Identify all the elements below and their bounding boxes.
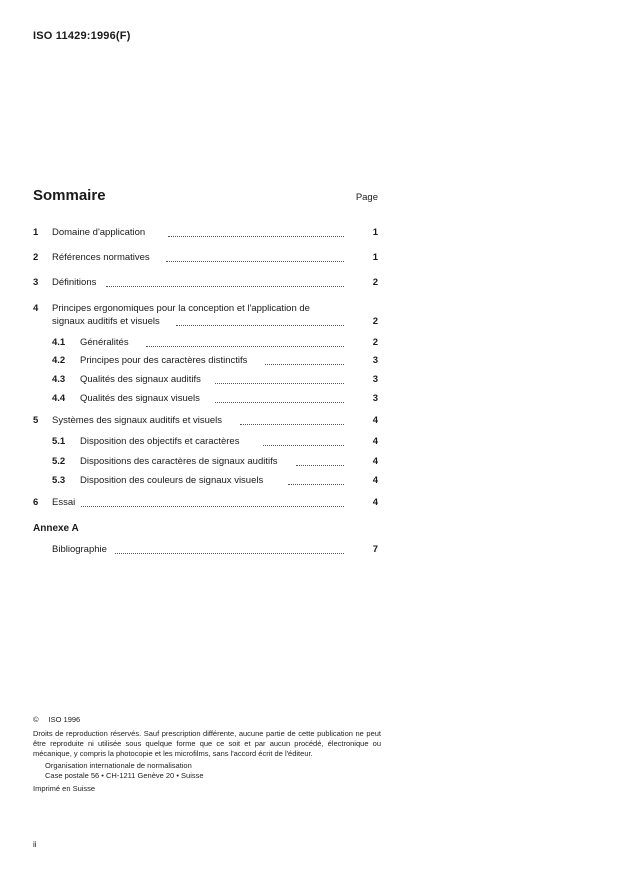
toc-subentry-number: 5.3 — [52, 475, 66, 486]
toc-subentry[interactable] — [33, 456, 378, 468]
toc-entry[interactable] — [33, 316, 378, 328]
page-number: ii — [33, 840, 37, 849]
dot-leader — [168, 235, 344, 237]
page-column-label: Page — [355, 192, 378, 203]
copyright-rights: Droits de reproduction réservés. Sauf prescription différente, aucune partie de cette publication ne peut être reproduite ni utilisée sous quelque forme que ce soit et par aucun procédé, électronique ou mécanique, y compris la photocopie et les microfilms, sans l'accord écrit de l'éditeur. — [33, 729, 381, 758]
toc-subentry-page: 2 — [372, 337, 378, 348]
toc-entry-page: 2 — [372, 277, 378, 288]
dot-leader — [176, 324, 344, 326]
toc-subentry-page: 4 — [372, 475, 378, 486]
toc-entry[interactable] — [33, 227, 378, 239]
toc-subentry-text: Disposition des couleurs de signaux visuels — [80, 475, 264, 486]
toc-entry-text: Essai — [52, 497, 76, 508]
toc-entry-number-row — [33, 303, 378, 315]
dot-leader — [263, 444, 344, 446]
toc-subentry-text: Disposition des objectifs et caractères — [80, 436, 240, 447]
toc-subentry[interactable] — [33, 475, 378, 487]
dot-leader — [296, 464, 344, 466]
dot-leader — [240, 423, 344, 425]
toc-subentry-number: 4.2 — [52, 355, 66, 366]
toc-annex-entry[interactable] — [33, 544, 378, 556]
toc-subentry[interactable] — [33, 355, 378, 367]
toc-subentry-page: 4 — [372, 456, 378, 467]
dot-leader — [215, 401, 344, 403]
toc-subentry-page: 3 — [372, 374, 378, 385]
toc-entry-number: 6 — [33, 497, 39, 508]
toc-subentry-text: Généralités — [80, 337, 129, 348]
toc-entry-number: 4 — [33, 303, 39, 314]
document-id: ISO 11429:1996(F) — [33, 30, 131, 42]
toc-entry-page: 4 — [372, 497, 378, 508]
toc-entry[interactable] — [33, 252, 378, 264]
toc-subentry-page: 3 — [372, 355, 378, 366]
toc-entry-page: 7 — [372, 544, 378, 555]
toc-subentry[interactable] — [33, 393, 378, 405]
toc-subentry-number: 5.2 — [52, 456, 66, 467]
toc-entry-text: Références normatives — [52, 252, 150, 263]
copyright-year: ISO 1996 — [48, 715, 81, 724]
copyright-block — [33, 715, 381, 794]
toc-subentry-number: 4.4 — [52, 393, 66, 404]
toc-entry[interactable] — [33, 277, 378, 289]
toc-entry-page: 4 — [372, 415, 378, 426]
copyright-symbol: © — [33, 715, 39, 724]
dot-leader — [215, 382, 344, 384]
dot-leader — [115, 552, 344, 554]
toc-entry[interactable] — [33, 415, 378, 427]
dot-leader — [288, 483, 344, 485]
toc-entry-number: 3 — [33, 277, 39, 288]
toc-entry-page: 1 — [372, 227, 378, 238]
toc-subentry-number: 5.1 — [52, 436, 66, 447]
toc-subentry-text: Qualités des signaux auditifs — [80, 374, 201, 385]
toc-entry-number: 2 — [33, 252, 39, 263]
annex-title: Annexe A — [33, 523, 79, 534]
toc-entry-page: 1 — [372, 252, 378, 263]
toc-subentry[interactable] — [33, 374, 378, 386]
printed-in: Imprimé en Suisse — [33, 784, 96, 793]
toc-subentry[interactable] — [33, 337, 378, 349]
publisher-organization: Organisation internationale de normalisation — [45, 761, 192, 770]
dot-leader — [146, 345, 344, 347]
toc-subentry[interactable] — [33, 436, 378, 448]
toc-entry-text: Domaine d'application — [52, 227, 146, 238]
toc-subentry-number: 4.1 — [52, 337, 66, 348]
toc-entry[interactable] — [33, 497, 378, 509]
toc-entry-number: 5 — [33, 415, 39, 426]
dot-leader — [166, 260, 344, 262]
toc-entry-text: Systèmes des signaux auditifs et visuels — [52, 415, 223, 426]
toc-entry-text: signaux auditifs et visuels — [52, 316, 160, 327]
toc-subentry-number: 4.3 — [52, 374, 66, 385]
toc-entry-text: Définitions — [52, 277, 97, 288]
toc-entry-text: Bibliographie — [52, 544, 107, 555]
toc-subentry-text: Qualités des signaux visuels — [80, 393, 200, 404]
toc-subentry-text: Principes pour des caractères distinctifs — [80, 355, 248, 366]
publisher-address: Case postale 56 • CH-1211 Genève 20 • Suisse — [45, 771, 204, 780]
toc-entry-page: 2 — [372, 316, 378, 327]
toc-subentry-text: Dispositions des caractères de signaux auditifs — [80, 456, 278, 467]
dot-leader — [265, 363, 344, 365]
dot-leader — [106, 285, 344, 287]
dot-leader — [81, 505, 344, 507]
toc-subentry-page: 3 — [372, 393, 378, 404]
toc-subentry-page: 4 — [372, 436, 378, 447]
toc-entry-line1: Principes ergonomiques pour la conception et l'application de — [52, 303, 310, 314]
toc-title: Sommaire — [33, 187, 106, 204]
toc-entry-number: 1 — [33, 227, 39, 238]
